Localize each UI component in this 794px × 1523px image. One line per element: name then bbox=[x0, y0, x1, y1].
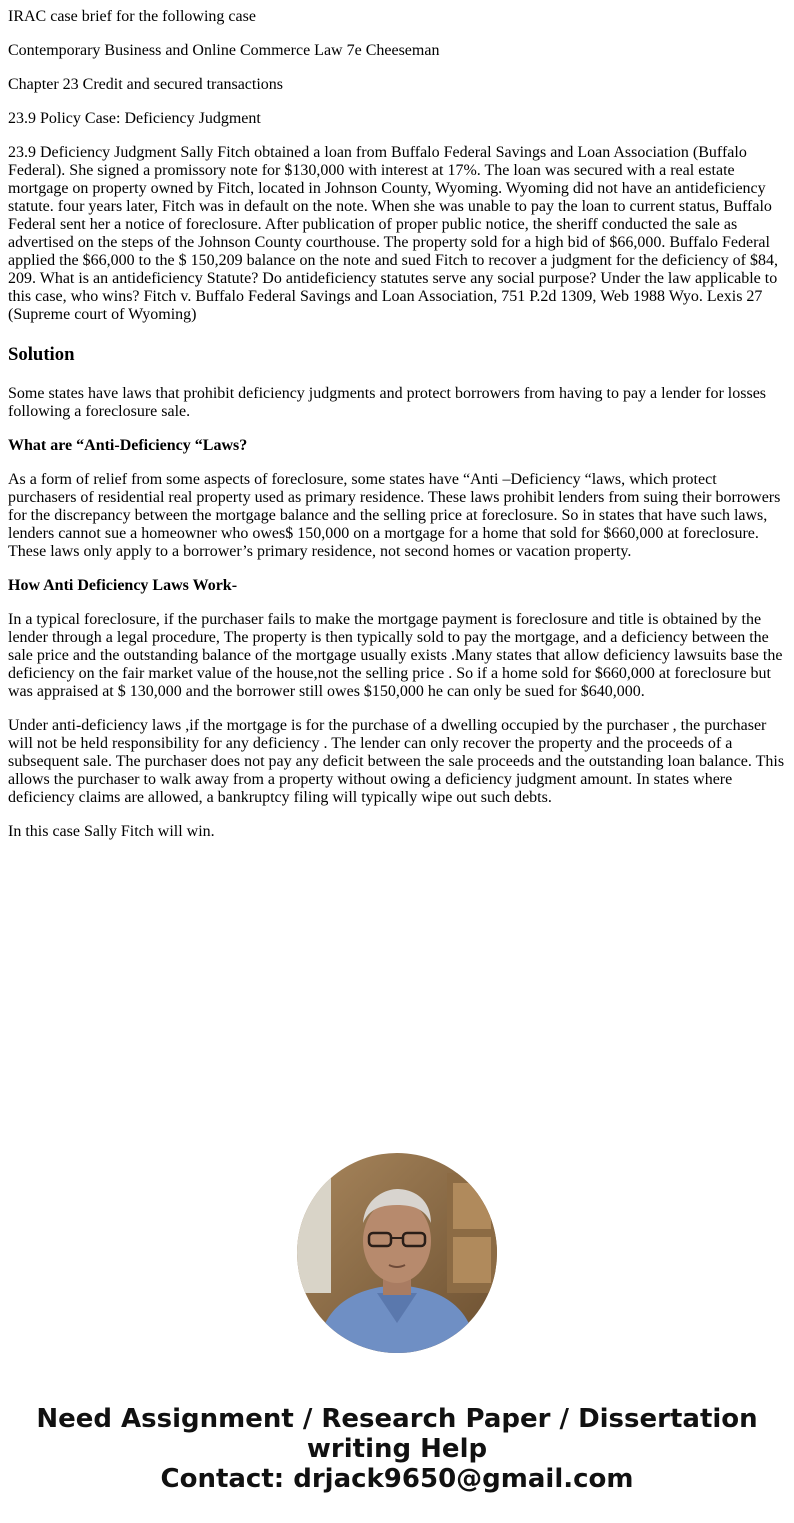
cta-line-1: Need Assignment / Research Paper / Dissertation bbox=[36, 1404, 758, 1434]
book-title: Contemporary Business and Online Commerce Law 7e Cheeseman bbox=[8, 42, 440, 59]
conclusion: In this case Sally Fitch will win. bbox=[8, 823, 215, 840]
author-portrait-image bbox=[297, 1153, 497, 1353]
solution-heading: Solution bbox=[8, 344, 75, 365]
cta-contact-email: Contact: drjack9650@gmail.com bbox=[160, 1464, 634, 1494]
case-title: 23.9 Policy Case: Deficiency Judgment bbox=[8, 110, 261, 127]
paragraph-how-it-works: In a typical foreclosure, if the purchaser fails to make the mortgage payment is foreclosure and title is obtained by the lender through a legal procedure, The property is then typically sold to pay the mortgage, and a deficiency between the sale price and the outstanding balance of the mortgage usually exists .Many states that allow deficiency lawsuits base the deficiency on the fair market value of the house,not the selling price . So if a home sold for $660,000 at foreclosure but was appraised at $ 130,000 and the borrower still owes $150,000 he can only be sued for $640,000. bbox=[8, 611, 783, 700]
doc-title: IRAC case brief for the following case bbox=[8, 8, 256, 25]
author-avatar bbox=[297, 1153, 497, 1353]
subheading-how-it-works: How Anti Deficiency Laws Work- bbox=[8, 577, 238, 594]
paragraph-under-laws: Under anti-deficiency laws ,if the mortgage is for the purchase of a dwelling occupied by the purchaser , the purchaser will not be held responsibility for any deficiency . The lender can only recover the property and the proceeds of a subsequent sale. The purchaser does not pay any deficit between the sale proceeds and the outstanding loan balance. This allows the purchaser to walk away from a property without owing a deficiency judgment amount. In states where deficiency claims are allowed, a bankruptcy filing will typically wipe out such debts. bbox=[8, 717, 785, 806]
chapter-title: Chapter 23 Credit and secured transactions bbox=[8, 76, 284, 93]
cta-line-2: writing Help bbox=[306, 1434, 488, 1464]
paragraph-anti-deficiency: As a form of relief from some aspects of foreclosure, some states have “Anti –Deficiency “laws, which protect purchasers of residential real property used as primary residence. These laws prohibit lenders from suing their borrowers for the discrepancy between the mortgage balance and the selling price at foreclosure. So in states that have such laws, lenders cannot sue a homeowner who owes$ 150,000 on a mortgage for a home that sold for $660,000 at foreclosure. These laws only apply to a borrower’s primary residence, not second homes or vacation property. bbox=[8, 471, 781, 560]
document-body bbox=[8, 0, 786, 857]
solution-intro: Some states have laws that prohibit deficiency judgments and protect borrowers from having to pay a lender for losses following a foreclosure sale. bbox=[8, 385, 767, 420]
case-text: 23.9 Deficiency Judgment Sally Fitch obtained a loan from Buffalo Federal Savings and Loan Association (Buffalo Federal). She signed a promissory note for $130,000 with interest at 17%. The loan was secured with a real estate mortgage on property owned by Fitch, located in Johnson County, Wyoming. Wyoming did not have an antideficiency statute. four years later, Fitch was in default on the note. When she was unable to pay the loan to current status, Buffalo Federal sent her a notice of foreclosure. After publication of proper public notice, the sheriff conducted the sale as advertised on the steps of the Johnson County courthouse. The property sold for a high bid of $66,000. Buffalo Federal applied the $66,000 to the $ 150,209 balance on the note and sued Fitch to recover a judgment for the deficiency of $84, 209. What is an antideficiency Statute? Do antideficiency statutes serve any social purpose? Under the law applicable to this case, who wins? Fitch v. Buffalo Federal Savings and Loan Association, 751 P.2d 1309, Web 1988 Wyo. Lexis 27 (Supreme court of Wyoming) bbox=[8, 144, 778, 323]
subheading-anti-deficiency: What are “Anti-Deficiency “Laws? bbox=[8, 437, 248, 454]
help-call-to-action bbox=[0, 1404, 794, 1494]
